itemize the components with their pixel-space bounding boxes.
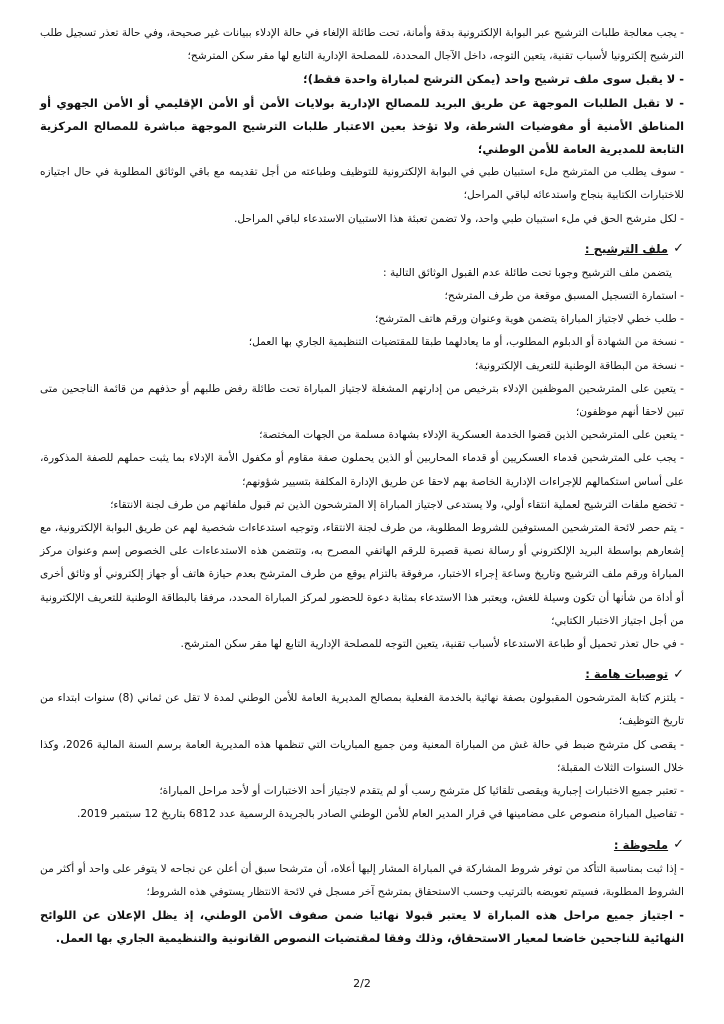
list-item: - تعتبر جميع الاختبارات إجبارية ويقصى تلقائيا كل مترشح رسب أو لم يتقدم لاجتياز أحد الاختبارات أو لأحد مراحل المباراة؛ — [159, 785, 684, 798]
list-item: - استمارة التسجيل المسبق موقعة من طرف المترشح؛ — [444, 290, 684, 303]
check-mark-icon: ✓ — [673, 241, 684, 257]
section-title-file: ملف الترشيح : — [584, 241, 669, 256]
section-header-recommendations — [40, 661, 684, 687]
paragraph-single-file: - لا يقبل سوى ملف ترشيح واحد (يمكن الترشح لمباراة واحدة فقط)؛ — [303, 72, 684, 87]
list-item: - يتعين على المترشحين الموظفين الإدلاء بترخيص من إدارتهم المشغلة لاجتياز المباراة تحت طائلة رفض طلبهم أو حذفهم من قائمة الناجحين متى تبين لاحقا أنهم موظفون؛ — [40, 382, 684, 419]
list-item: - نسخة من البطاقة الوطنية للتعريف الإلكترونية؛ — [474, 359, 684, 372]
section-title-recommendations: توصيات هامة : — [585, 667, 669, 682]
section-header-note — [40, 832, 684, 858]
file-intro: يتضمن ملف الترشيح وجوبا تحت طائلة عدم القبول الوثائق التالية : — [383, 266, 672, 279]
list-item: - يقصى كل مترشح ضبط في حالة غش من المباراة المعنية ومن جميع المباريات التي تنظمها هذه المديرية العامة برسم السنة المالية 2026، وكذا خلال السنوات الثلاث المقبلة؛ — [40, 738, 684, 774]
document-page — [40, 22, 684, 994]
list-item: - يجب على المترشحين قدماء العسكريين أو قدماء المحاربين أو الذين يحملون صفة مقاوم أو مكفول الأمة الإدلاء بما يثبت حملهم للصفة المذكورة، على أساس استكمالهم للإجراءات الإدارية الخاصة بهم لاحقا عن طريق الإدارة المكلفة بتسيير شؤونهم؛ — [40, 452, 684, 488]
list-item: - تخضع ملفات الترشيح لعملية انتقاء أولي، ولا يستدعى لاجتياز المباراة إلا المترشحون الذين تم قبول ملفاتهم من طرف لجنة الانتقاء؛ — [110, 498, 684, 511]
paragraph-portal-processing: - يجب معالجة طلبات الترشيح عبر البوابة الإلكترونية بدقة وأمانة، تحت طائلة الإلغاء في حالة الإدلاء ببيانات غير صحيحة، وفي حالة تعذر تسجيل طلب الترشيح إلكترونيا لأسباب تقنية، يتعين التوجه، داخل الآجال المحددة، للمصلحة الإدارية التابع لها مقر سكن المترشح؛ — [40, 27, 684, 63]
list-item: - يلتزم كتابة المترشحون المقبولون بصفة نهائية بالخدمة الفعلية بمصالح المديرية العامة للأمن الوطني لمدة لا تقل عن ثماني (8) سنوات ابتداء من تاريخ التوظيف؛ — [40, 692, 685, 728]
list-item: - نسخة من الشهادة أو الدبلوم المطلوب، أو ما يعادلهما طبقا للمقتضيات التنظيمية الجاري بها العمل؛ — [248, 336, 684, 349]
section-header-file — [40, 236, 684, 262]
list-item: - يتم حصر لائحة المترشحين المستوفين للشروط المطلوبة، من طرف لجنة الانتقاء، وتوجيه استدعاءات شخصية لهم عن طريق البوابة الإلكترونية، مع إشعارهم بواسطة البريد الإلكتروني أو رسالة نصية قصيرة للرقم الهاتفي المصرح به، وتتضمن هذه الاستدعاءات على الخصوص إسم وعنوان مركز المباراة ورقم ملف الترشيح وتاريخ وساعة إجراء الاختبار، مرفوقة بالتزام يوقع من طرف المترشح بعدم حيازة هاتف أو جهاز إلكتروني أو وثائق أخرى أو أداة من شأنها أن تكون وسيلة للغش، ويعتبر هذا الاستدعاء بمثابة دعوة للحضور لمركز المباراة المحدد، مرفقا بالبطاقة الوطنية للتعريف الإلكترونية من أجل اجتياز الاختبار الكتابي؛ — [40, 522, 684, 627]
list-item: - يتعين على المترشحين الذين قضوا الخدمة العسكرية الإدلاء بشهادة مسلمة من الجهات المختصة؛ — [259, 429, 684, 442]
check-mark-icon: ✓ — [673, 666, 684, 682]
check-mark-icon: ✓ — [673, 837, 684, 852]
paragraph-one-questionnaire: - لكل مترشح الحق في ملء استبيان طبي واحد، ولا تضمن تعبئة هذا الاستبيان الاستدعاء لباقي المراحل. — [234, 212, 684, 225]
list-item: - إذا ثبت بمناسبة التأكد من توفر شروط المشاركة في المباراة المشار إليها أعلاه، أن مترشحا سبق أن أعلن عن نجاحه لا يتوفر على واحد أو أكثر من الشروط المطلوبة، فسيتم تعويضه بالترتيب وحسب الاستحقاق بمترشح آخر مسجل في لائحة الانتظار يستوفي هذه الشروط؛ — [40, 862, 684, 898]
paragraph-medical-questionnaire: - سوف يطلب من المترشح ملء استبيان طبي في البوابة الإلكترونية للتوظيف وطباعته من أجل تقديمه مع باقي الوثائق المطلوبة في حال اجتيازه للاختبارات الكتابية بنجاح واستدعائه لباقي المراحل؛ — [40, 166, 684, 202]
page-number: 2/2 — [353, 977, 371, 990]
list-item: - طلب خطي لاجتياز المباراة يتضمن هوية وعنوان ورقم هاتف المترشح؛ — [374, 313, 684, 326]
list-item: - في حال تعذر تحميل أو طباعة الاستدعاء لأسباب تقنية، يتعين التوجه للمصلحة الإدارية التابع لها مقر سكن المترشح. — [180, 638, 684, 651]
list-item: - اجتياز جميع مراحل هذه المباراة لا يعتبر قبولا نهائيا ضمن صفوف الأمن الوطني، إذ يظل الإعلان عن اللوائح النهائية للناجحين خاضعا لمعيار الاستحقاق، وذلك وفقا لمقتضيات النصوص القانونية والتنظيمية الجاري بها العمل. — [40, 907, 684, 946]
list-item: - تفاصيل المباراة منصوص على مضامينها في قرار المدير العام للأمن الوطني الصادر بالجريدة الرسمية عدد 6812 بتاريخ 12 سبتمبر 2019. — [76, 808, 684, 821]
paragraph-mail-not-accepted: - لا تقبل الطلبات الموجهة عن طريق البريد للمصالح الإدارية بولايات الأمن أو الأمن الإقليمي أو الأمن الجهوي أو المناطق الأمنية أو مفوضيات الشرطة، ولا تؤخذ بعين الاعتبار طلبات الترشيح الموجهة مباشرة للمصالح المركزية التابعة للمديرية العامة للأمن الوطني؛ — [40, 95, 684, 157]
section-title-note: ملحوظة : — [613, 837, 669, 852]
